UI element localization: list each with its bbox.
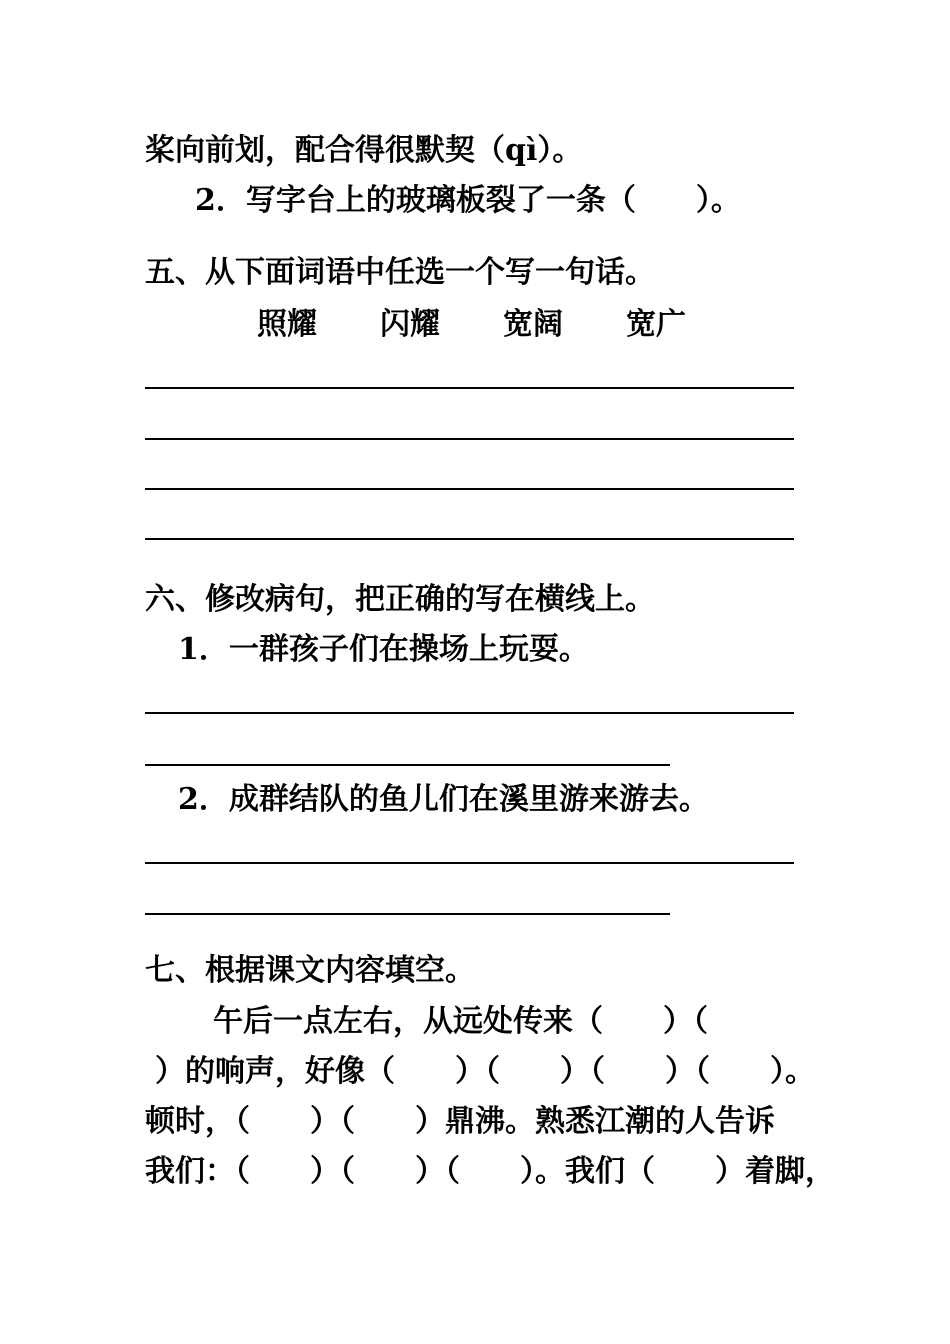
answer-line[interactable] (145, 488, 794, 490)
answer-line[interactable] (145, 538, 794, 540)
answer-line[interactable] (145, 862, 794, 864)
question-4-2: 2．写字台上的玻璃板裂了一条（ ）。 (195, 183, 741, 218)
word-option-1: 照耀 (257, 307, 317, 342)
answer-line[interactable] (145, 712, 794, 714)
passage-line-1: 午后一点左右，从远处传来（ ）（ (213, 1004, 708, 1039)
word-option-3: 宽阔 (503, 307, 563, 342)
section-6-title: 六、修改病句，把正确的写在横线上。 (145, 582, 655, 617)
section-7-title: 七、根据课文内容填空。 (145, 953, 475, 988)
section-5-title: 五、从下面词语中任选一个写一句话。 (145, 255, 655, 290)
word-option-2: 闪耀 (380, 307, 440, 342)
question-6-2: 2．成群结队的鱼儿们在溪里游来游去。 (178, 782, 709, 817)
passage-line-2: ）的响声，好像（ ）（ ）（ ）（ ）。 (155, 1054, 815, 1089)
answer-line[interactable] (145, 764, 670, 766)
passage-line-4: 我们：（ ）（ ）（ ）。我们（ ）着脚， (145, 1154, 835, 1189)
answer-line[interactable] (145, 913, 670, 915)
answer-line[interactable] (145, 438, 794, 440)
answer-line[interactable] (145, 387, 794, 389)
passage-line-3: 顿时，（ ）（ ）鼎沸。熟悉江潮的人告诉 (145, 1104, 775, 1139)
word-option-4: 宽广 (626, 307, 686, 342)
question-6-1: 1．一群孩子们在操场上玩耍。 (178, 632, 589, 667)
text-line-1: 桨向前划，配合得很默契（qì）。 (145, 133, 583, 168)
